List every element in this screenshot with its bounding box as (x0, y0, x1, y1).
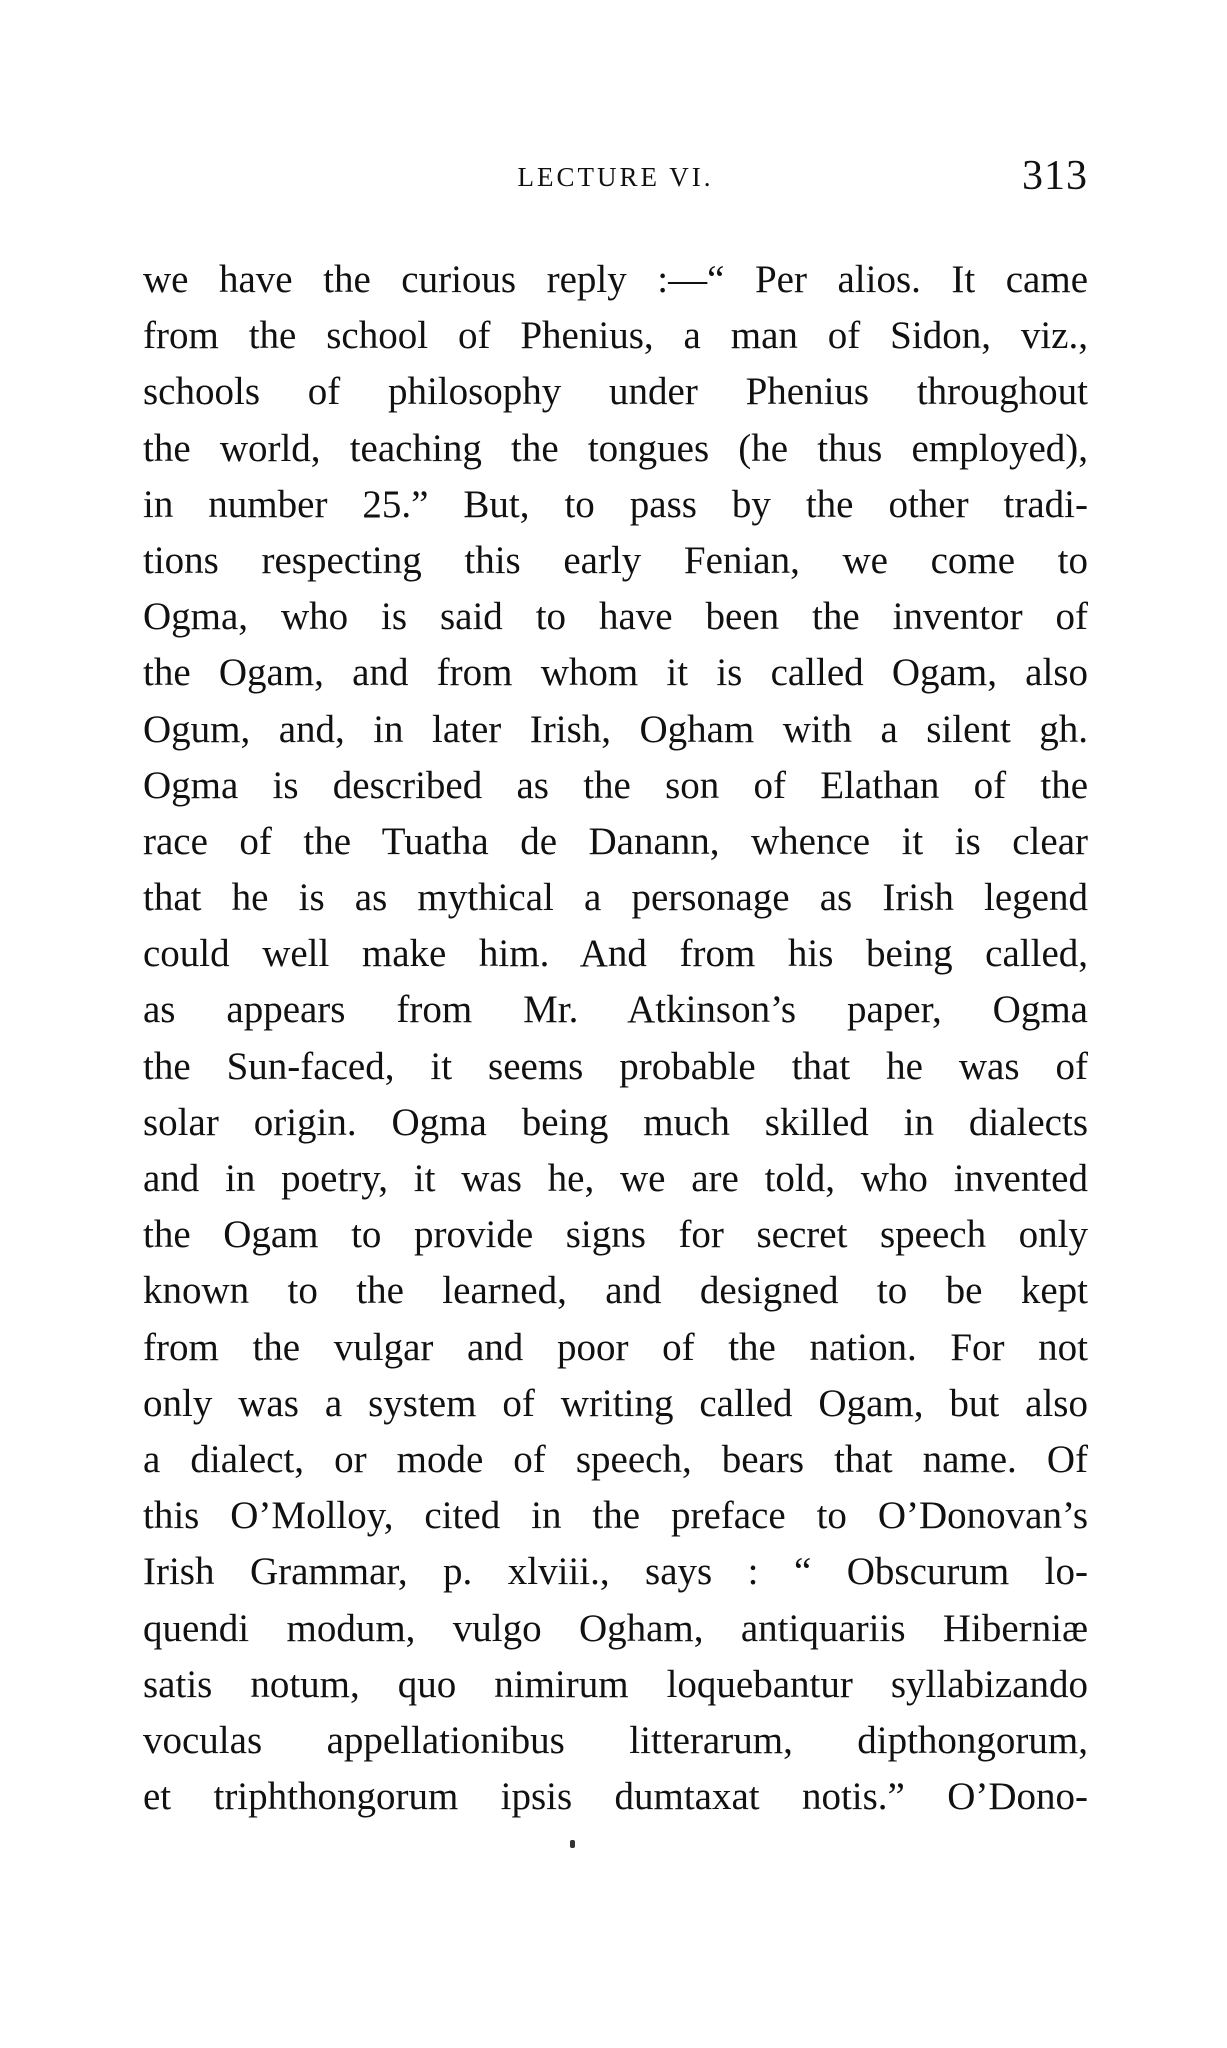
running-title: LECTURE VI. (517, 162, 714, 192)
page-number: 313 (1022, 153, 1088, 199)
text-line: the Ogam to provide signs for secret speech only (143, 1213, 1088, 1257)
text-line: Irish Grammar, p. xlviii., says : “ Obscurum lo- (143, 1550, 1088, 1594)
text-line: Ogum, and, in later Irish, Ogham with a silent gh. (143, 707, 1088, 751)
text-line: satis notum, quo nimirum loquebantur syllabizando (143, 1662, 1088, 1706)
text-line: the Sun-faced, it seems probable that he was of (143, 1044, 1088, 1088)
text-line: Ogma, who is said to have been the inventor of (143, 595, 1088, 639)
text-line: from the school of Phenius, a man of Sidon, viz., (143, 314, 1088, 358)
text-line: the Ogam, and from whom it is called Ogam, also (143, 651, 1088, 695)
text-line: tions respecting this early Fenian, we come to (143, 538, 1088, 582)
body-text (143, 252, 1088, 1825)
text-line: as appears from Mr. Atkinson’s paper, Ogma (143, 988, 1088, 1032)
text-line: voculas appellationibus litterarum, dipthongorum, (143, 1718, 1088, 1762)
text-line: could well make him. And from his being called, (143, 932, 1088, 976)
text-line: race of the Tuatha de Danann, whence it is clear (143, 819, 1088, 863)
text-line: et triphthongorum ipsis dumtaxat notis.” O’Dono- (143, 1775, 1088, 1819)
text-line: this O’Molloy, cited in the preface to O’Donovan’s (143, 1494, 1088, 1538)
running-header (143, 152, 1088, 208)
text-line: solar origin. Ogma being much skilled in dialects (143, 1100, 1088, 1144)
ink-speck (570, 1840, 575, 1848)
text-line: the world, teaching the tongues (he thus employed), (143, 426, 1088, 470)
text-line: only was a system of writing called Ogam, but also (143, 1381, 1088, 1425)
text-line: known to the learned, and designed to be kept (143, 1269, 1088, 1313)
text-line: that he is as mythical a personage as Irish legend (143, 876, 1088, 920)
text-line: in number 25.” But, to pass by the other tradi- (143, 482, 1088, 526)
text-line: quendi modum, vulgo Ogham, antiquariis Hiberniæ (143, 1606, 1088, 1650)
text-line: a dialect, or mode of speech, bears that name. Of (143, 1437, 1088, 1481)
text-line: Ogma is described as the son of Elathan of the (143, 763, 1088, 807)
text-line: and in poetry, it was he, we are told, who invented (143, 1157, 1088, 1200)
text-line: from the vulgar and poor of the nation. For not (143, 1325, 1088, 1369)
text-line: schools of philosophy under Phenius throughout (143, 370, 1088, 414)
text-line: we have the curious reply :—“ Per alios. It came (143, 258, 1088, 301)
